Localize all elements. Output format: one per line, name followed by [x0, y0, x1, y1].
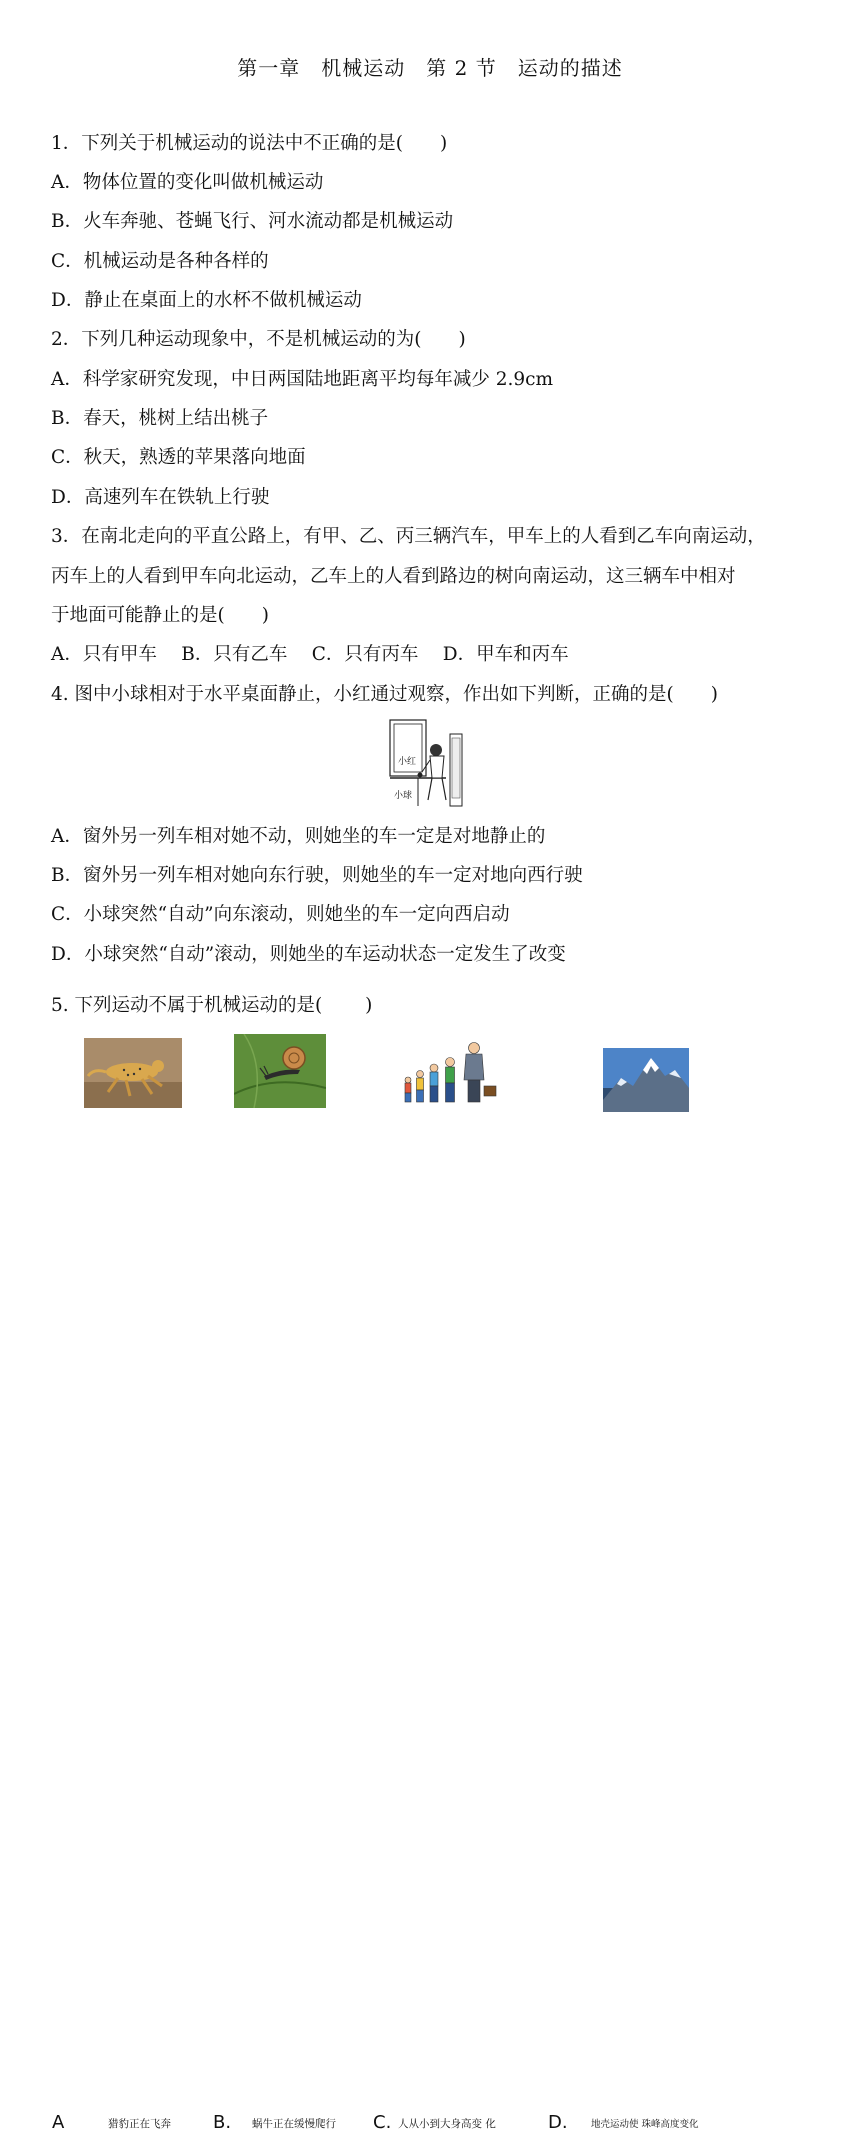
figure-label-ball: 小球	[394, 791, 413, 801]
q2-option-a: A．科学家研究发现，中日两国陆地距离平均每年减少 2.9cm	[51, 369, 554, 390]
q5-option-b-letter: B.	[213, 2112, 232, 2133]
q2-option-c: C．秋天，熟透的苹果落向地面	[51, 447, 306, 468]
q5-option-d-letter: D.	[548, 2112, 568, 2133]
q2-option-d: D．高速列车在铁轨上行驶	[51, 487, 270, 508]
q3-options: A．只有甲车 B．只有乙车 C．只有丙车 D．甲车和丙车	[51, 644, 569, 665]
question-1-stem: 1．下列关于机械运动的说法中不正确的是( )	[51, 133, 448, 154]
q1-option-c: C．机械运动是各种各样的	[51, 251, 269, 272]
q4-option-d: D．小球突然“自动”滚动，则她坐的车运动状态一定发生了改变	[51, 944, 566, 965]
question-4-figure	[388, 716, 468, 808]
question-3-stem-line-2: 丙车上的人看到甲车向北运动，乙车上的人看到路边的树向南运动，这三辆车中相对	[51, 566, 736, 587]
q5-option-a-letter: A	[52, 2112, 65, 2133]
q4-option-c: C．小球突然“自动”向东滚动，则她坐的车一定向西启动	[51, 904, 510, 925]
figure-label-girl: 小红	[398, 757, 417, 767]
mountain-image	[603, 1048, 689, 1112]
q2-option-b: B．春天，桃树上结出桃子	[51, 408, 269, 429]
q5-option-c-caption: 人从小到大身高变 化	[398, 2118, 496, 2130]
q1-option-b: B．火车奔驰、苍蝇飞行、河水流动都是机械运动	[51, 211, 454, 232]
q4-option-a: A．窗外另一列车相对她不动，则她坐的车一定是对地静止的	[51, 826, 546, 847]
q1-option-a: A．物体位置的变化叫做机械运动	[51, 172, 324, 193]
q5-option-a-caption: 猎豹正在飞奔	[108, 2118, 171, 2130]
q4-option-b: B．窗外另一列车相对她向东行驶，则她坐的车一定对地向西行驶	[51, 865, 583, 886]
growth-image	[400, 1028, 506, 1108]
q5-option-c-letter: C.	[373, 2112, 392, 2133]
question-2-stem: 2．下列几种运动现象中，不是机械运动的为( )	[51, 329, 466, 350]
question-5-stem: 5. 下列运动不属于机械运动的是( )	[51, 995, 373, 1016]
question-3-stem-line-3: 于地面可能静止的是( )	[51, 605, 269, 626]
q5-options	[0, 1028, 860, 2133]
q5-option-d-caption: 地壳运动使 珠峰高度变化	[591, 2119, 699, 2130]
snail-image	[234, 1034, 326, 1108]
q5-option-b-caption: 蜗牛正在缓慢爬行	[252, 2118, 336, 2130]
question-3-stem-line-1: 3．在南北走向的平直公路上，有甲、乙、丙三辆汽车，甲车上的人看到乙车向南运动，	[51, 526, 766, 547]
question-4-stem: 4. 图中小球相对于水平桌面静止，小红通过观察，作出如下判断，正确的是( )	[51, 684, 718, 705]
page-title: 第一章 机械运动 第 2 节 运动的描述	[237, 56, 623, 80]
cheetah-image	[84, 1038, 182, 1108]
q1-option-d: D．静止在桌面上的水杯不做机械运动	[51, 290, 362, 311]
